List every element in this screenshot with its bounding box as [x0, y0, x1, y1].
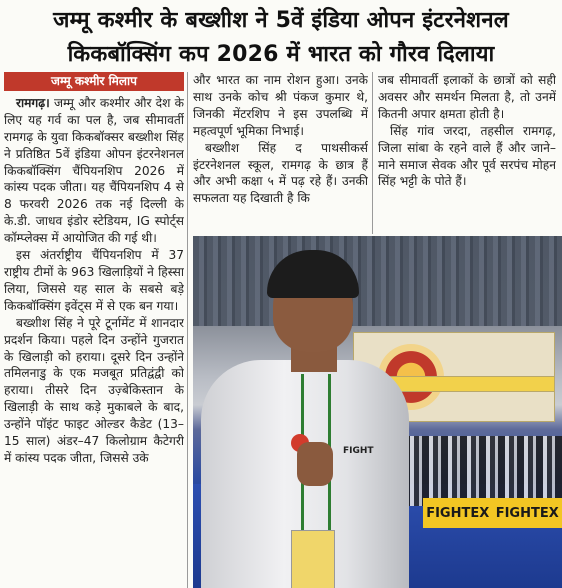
- article-column-2: [193, 72, 368, 234]
- article-paragraph: [4, 95, 184, 247]
- sponsor-text: FIGHTEX: [495, 505, 559, 521]
- accreditation-card: [291, 530, 335, 588]
- headline-line-1: जम्मू कश्मीर के बख्शीश ने 5वें इंडिया ओपन इंटरनेशनल: [53, 8, 509, 33]
- sponsor-board: [423, 498, 562, 528]
- article-paragraph: जब सीमावर्ती इलाकों के छात्रों को सही अवसर और समर्थन मिलता है, तो उनमें कितनी अपार क्षमता होती है।: [378, 73, 556, 121]
- article-paragraph: सिंह गांव जरदा, तहसील रामगढ़, जिला सांबा के रहने वाले हैं और जाने–माने समाज सेवक और पूर्व सरपंच मोहन सिंह भट्टी के पोते हैं।: [378, 123, 556, 189]
- article-paragraph: इस अंतर्राष्ट्रीय चैंपियनशिप में 37 राष्ट्रीय टीमों के 963 खिलाड़ियों ने हिस्सा लिया, जिससे यह साल के सबसे बड़े किकबॉक्सिंग इवेंट्स में से एक बन गया।: [4, 248, 184, 313]
- article-column-1: [4, 72, 184, 588]
- crowd: [403, 436, 562, 506]
- paragraph-text: जम्मू और कश्मीर और देश के लिए यह गर्व का पल है, जब सीमावर्ती रामगढ़ के युवा किकबॉक्सर बख्शीश सिंह ने प्रतिष्ठित 5वें इंडिया ओपन इंटरनेशनल किकबॉक्सिंग चैंपियनशिप 2026 में कांस्य पदक जीता। यह चैंपियनशिप 4 से 8 फरवरी 2026 तक नई दिल्ली के के.डी. जाधव इंडोर स्टेडियम, IG स्पोर्ट्स कॉम्प्लेक्स में आयोजित की गई थी।: [4, 95, 184, 246]
- article-paragraph: बख्शीश सिंह द पाथसीकर्स इंटरनेशनल स्कूल, रामगढ़ के छात्र हैं और अभी कक्षा ५ में पढ़ रहे हैं। उनकी सफलता यह दिखाती है कि: [193, 140, 368, 206]
- athlete-fist: [297, 442, 333, 486]
- jacket-text: FIGHT: [343, 446, 374, 456]
- article-column-3: [378, 72, 556, 234]
- column-divider: [372, 72, 373, 234]
- dateline-place: रामगढ़।: [16, 95, 50, 110]
- article-paragraph: और भारत का नाम रोशन हुआ। उनके साथ उनके कोच श्री पंकज कुमार थे, जिनकी मेंटरशिप ने इस उपलब्धि में महत्वपूर्ण भूमिका निभाई।: [193, 73, 368, 138]
- sponsor-text: FIGHTEX: [426, 505, 490, 521]
- column-divider: [187, 72, 188, 588]
- headline-line-2: किकबॉक्सिंग कप 2026 में भारत को गौरव दिलाया: [67, 42, 495, 67]
- athlete-photo: [193, 236, 562, 588]
- article-paragraph: बख्शीश सिंह ने पूरे टूर्नामेंट में शानदार प्रदर्शन किया। पहले दिन उन्होंने गुजरात के खिलाड़ी को हराया। दूसरे दिन उन्होंने तमिलनाडु के एक मजबूत प्रतिद्वंद्वी को हराया। तीसरे दिन उज़्बेकिस्तान के खिलाड़ी के साथ कड़े मुकाबले के बाद, उन्होंने पॉइंट फाइट ओल्डर कैडेट (13–15 साल) अंडर–47 किलोग्राम कैटेगरी में कांस्य पदक जीता, जिससे उके: [4, 315, 184, 465]
- stadium-stands: [193, 236, 562, 326]
- dateline-source: जम्मू कश्मीर मिलाप: [4, 72, 184, 91]
